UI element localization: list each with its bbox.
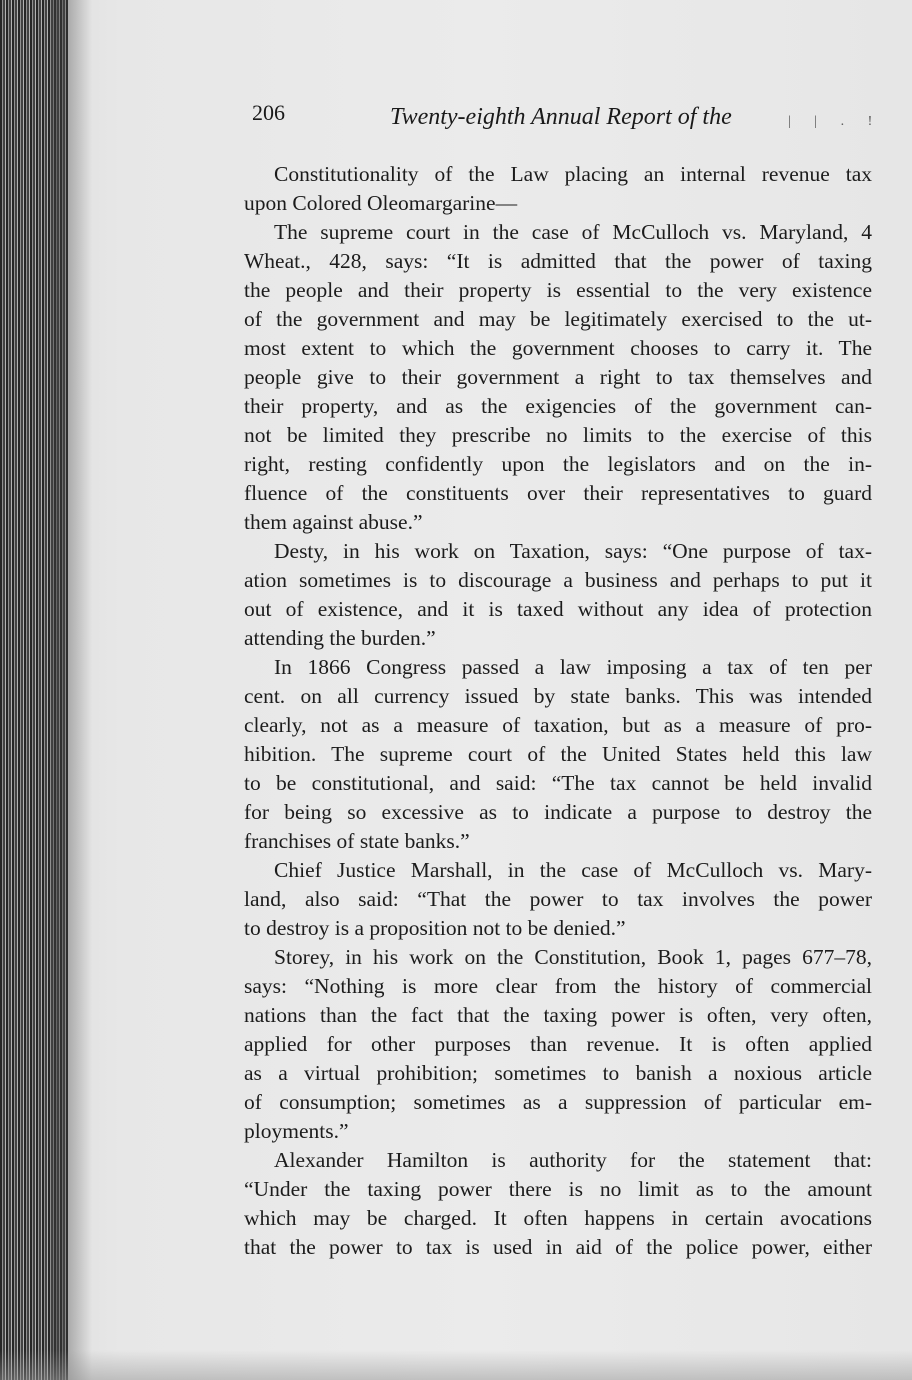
text-line: that the power to tax is used in aid of the police power, either bbox=[244, 1235, 872, 1259]
text-line: franchises of state banks.” bbox=[244, 829, 470, 853]
text-line: for being so excessive as to indicate a purpose to destroy the bbox=[244, 800, 872, 824]
body-text bbox=[244, 160, 872, 1262]
text-line: The supreme court in the case of McCulloch vs. Maryland, 4 bbox=[274, 220, 872, 244]
running-header bbox=[248, 100, 888, 140]
text-line: not be limited they prescribe no limits to the exercise of this bbox=[244, 423, 872, 447]
text-line: right, resting confidently upon the legislators and on the in- bbox=[244, 452, 872, 476]
text-line: upon Colored Oleomargarine— bbox=[244, 191, 518, 215]
text-line: Desty, in his work on Taxation, says: “One purpose of tax- bbox=[274, 539, 872, 563]
text-line: clearly, not as a measure of taxation, but as a measure of pro- bbox=[244, 713, 872, 737]
text-line: their property, and as the exigencies of the government can- bbox=[244, 394, 872, 418]
text-line: In 1866 Congress passed a law imposing a tax of ten per bbox=[274, 655, 872, 679]
text-line: of the government and may be legitimately exercised to the ut- bbox=[244, 307, 872, 331]
running-title: Twenty-eighth Annual Report of the bbox=[390, 104, 732, 130]
text-line: to be constitutional, and said: “The tax cannot be held invalid bbox=[244, 771, 872, 795]
text-line: land, also said: “That the power to tax involves the power bbox=[244, 887, 872, 911]
text-line: says: “Nothing is more clear from the history of commercial bbox=[244, 974, 872, 998]
text-line: most extent to which the government chooses to carry it. The bbox=[244, 336, 872, 360]
text-line: out of existence, and it is taxed without any idea of protection bbox=[244, 597, 872, 621]
text-line: Alexander Hamilton is authority for the statement that: bbox=[274, 1148, 872, 1172]
text-line: Chief Justice Marshall, in the case of McCulloch vs. Mary- bbox=[274, 858, 872, 882]
text-line: of consumption; sometimes as a suppression of particular em- bbox=[244, 1090, 872, 1114]
text-line: ation sometimes is to discourage a business and perhaps to put it bbox=[244, 568, 872, 592]
text-line: Wheat., 428, says: “It is admitted that the power of taxing bbox=[244, 249, 872, 273]
text-line: applied for other purposes than revenue. It is often applied bbox=[244, 1032, 872, 1056]
text-line: ployments.” bbox=[244, 1119, 349, 1143]
text-line: Storey, in his work on the Constitution, Book 1, pages 677–78, bbox=[274, 945, 872, 969]
text-line: hibition. The supreme court of the United States held this law bbox=[244, 742, 872, 766]
text-line: as a virtual prohibition; sometimes to banish a noxious article bbox=[244, 1061, 872, 1085]
text-line: the people and their property is essential to the very existence bbox=[244, 278, 872, 302]
text-line: “Under the taxing power there is no limit as to the amount bbox=[244, 1177, 872, 1201]
text-line: Constitutionality of the Law placing an internal revenue tax bbox=[274, 162, 872, 186]
text-line: cent. on all currency issued by state banks. This was intended bbox=[244, 684, 872, 708]
text-line: nations than the fact that the taxing power is often, very often, bbox=[244, 1003, 872, 1027]
margin-marks: | | . ! bbox=[788, 114, 883, 129]
text-line: them against abuse.” bbox=[244, 510, 423, 534]
text-line: fluence of the constituents over their representatives to guard bbox=[244, 481, 872, 505]
page-bottom-edge bbox=[0, 1350, 912, 1380]
text-line: to destroy is a proposition not to be denied.” bbox=[244, 916, 626, 940]
text-line: attending the burden.” bbox=[244, 626, 436, 650]
page-number: 206 bbox=[252, 100, 285, 125]
text-line: people give to their government a right to tax themselves and bbox=[244, 365, 872, 389]
binding-shadow bbox=[52, 0, 92, 1380]
text-line: which may be charged. It often happens in certain avocations bbox=[244, 1206, 872, 1230]
